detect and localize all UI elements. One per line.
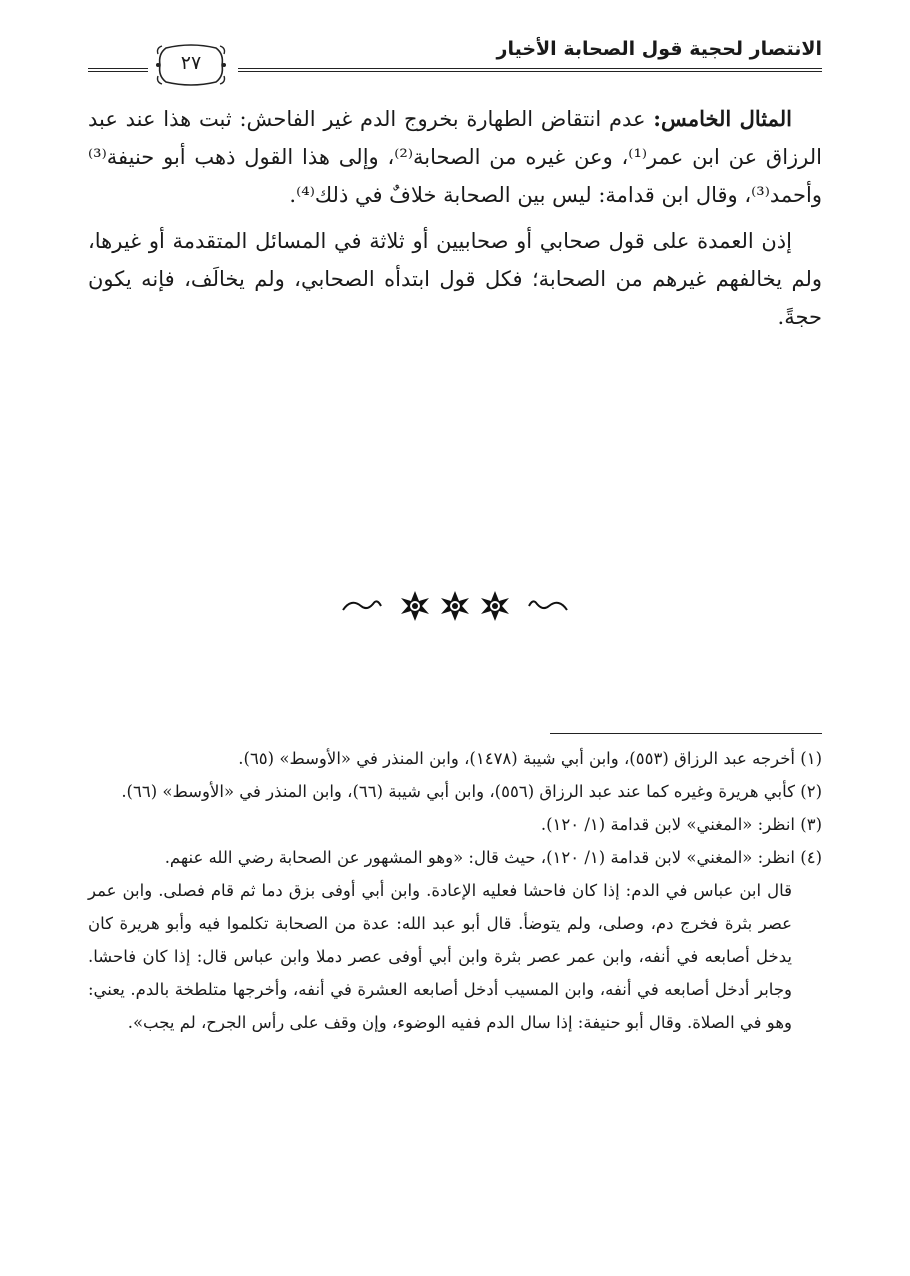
header-rule — [238, 68, 822, 72]
page-number: ٢٧ — [180, 52, 202, 74]
footnote-4: (٤) انظر: «المغني» لابن قدامة (١/ ١٢٠)، حيث قال: «وهو المشهور عن الصحابة رضي الله عنهم. — [164, 848, 822, 867]
footnote-separator — [550, 733, 822, 734]
footnote-2: (٢) كأبي هريرة وغيره كما عند عبد الرزاق (٥٥٦)، وابن أبي شيبة (٦٦)، وابن المنذر في «الأوسط» (٦٦). — [121, 782, 822, 801]
example-label: المثال الخامس: — [653, 106, 793, 131]
floral-divider-icon — [335, 586, 575, 626]
page-number-badge — [152, 40, 230, 90]
book-title: الانتصار لحجية قول الصحابة الأخيار — [496, 38, 822, 60]
section-divider-ornament — [0, 586, 910, 630]
paragraph-conclusion: إذن العمدة على قول صحابي أو صحابيين أو ثلاثة في المسائل المتقدمة أو غيرها، ولم يخالفهم غيرهم من الصحابة؛ فكل قول ابتدأه الصحابي، ولم يخالَف، فإنه يكون حجةً. — [88, 229, 822, 329]
footnote-1: (١) أخرجه عبد الرزاق (٥٥٣)، وابن أبي شيبة (١٤٧٨)، وابن المنذر في «الأوسط» (٦٥). — [238, 749, 822, 768]
main-text — [88, 100, 822, 344]
footnote-3: (٣) انظر: «المغني» لابن قدامة (١/ ١٢٠). — [540, 815, 822, 834]
paragraph-text: عدم انتقاض الطهارة بخروج الدم غير الفاحش: ثبت هذا عند عبد الرزاق عن ابن عمر⁽¹⁾، وعن غيره من الصحابة⁽²⁾، وإلى هذا القول ذهب أبو حنيفة⁽³⁾ وأحمد⁽³⁾، وقال ابن قدامة: ليس بين الصحابة خلافٌ في ذلك⁽⁴⁾. — [88, 107, 822, 207]
paragraph-example-five — [88, 100, 822, 214]
page-header — [88, 28, 822, 92]
footnote-4-continuation: قال ابن عباس في الدم: إذا كان فاحشا فعليه الإعادة. وابن أبي أوفى بزق دما ثم قام فصلى. وابن عمر عصر بثرة فخرج دم، وصلى، ولم يتوضأ. قال أبو عبد الله: عدة من الصحابة تكلموا فيه وأبو هريرة كان يدخل أصابعه في أنفه، وابن عمر عصر بثرة وابن أبي أوفى عصر دملا وابن عباس قال: إذا كان فاحشا. وجابر أدخل أصابعه في أنفه، وابن المسيب أدخل أصابعه العشرة في أنفه، وأخرجها متلطخة بالدم. يعني: وهو في الصلاة. وقال أبو حنيفة: إذا سال الدم ففيه الوضوء، وإن وقف على رأس الجرح، لم يجب». — [88, 881, 792, 1032]
footnotes — [88, 742, 822, 1039]
header-rule-left — [88, 68, 148, 72]
